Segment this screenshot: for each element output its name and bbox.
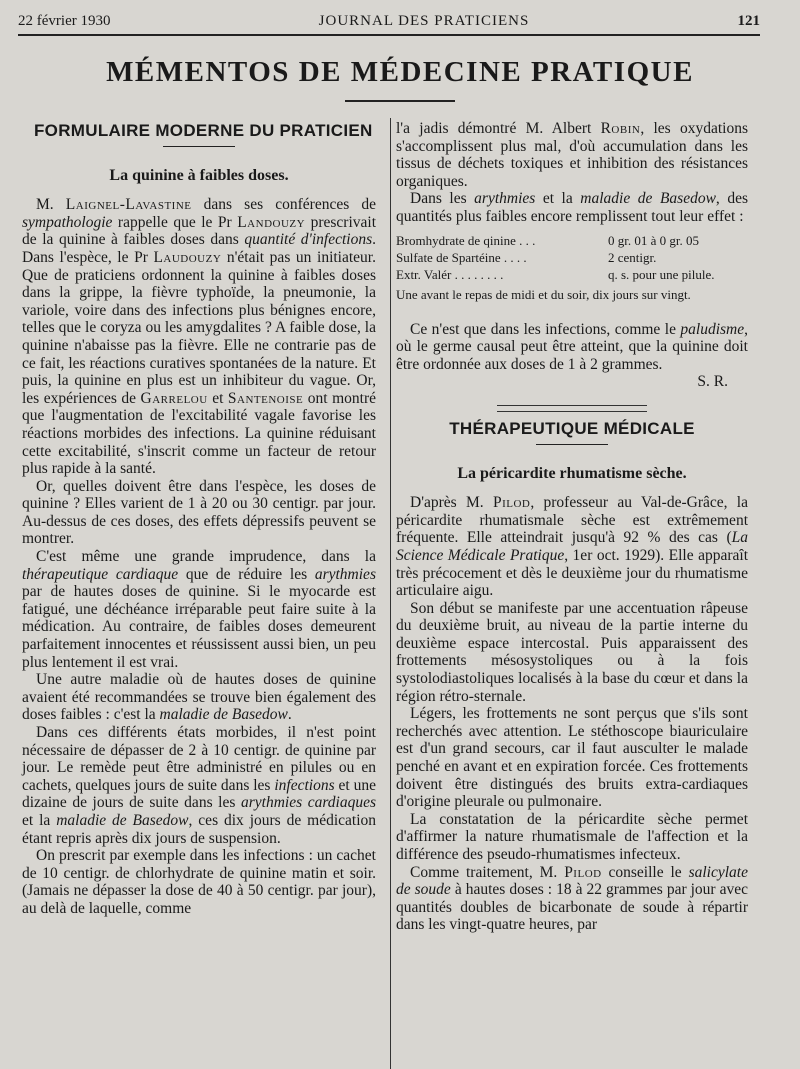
signature: S. R. (697, 373, 728, 391)
paragraph: M. Laignel-Lavastine dans ses conférences de sympathologie rappelle que le Pr Landouzy prescrivait de la quinine à faibles doses dans quantité d'infections. Dans l'espèce, le Pr Laudouzy n'était pas un initiateur. Que de praticiens ordonnent la quinine à faibles doses dans la grippe, la fièvre typhoïde, la pneumonie, la variole, voire dans des infections plus bénignes encore, telles que le coryza ou les amygdalites ? A faible dose, la quinine n'abaisse pas la fièvre. Elle ne contrarie pas de ce fait, les réactions curatives spontanées de la nature. Et puis, la quinine en plus est un inhibiteur du vague. Or, les expériences de Garrelou et Santenoise ont montré que l'augmentation de l'excitabilité vagale favorise les réactions morbides des infections. La quinine réduisant cette excitabilité, s'inscrit comme un facteur de retour plus rapide à la santé. (22, 196, 376, 478)
paragraph: Ce n'est que dans les infections, comme le paludisme, où le germe causal peut être atteint, que la quinine doit être ordonnée aux doses de 1 à 2 grammes. (396, 320, 748, 373)
right-column (396, 120, 748, 934)
paragraph: Or, quelles doivent être dans l'espèce, les doses de quinine ? Elles varient de 1 à 20 ou 30 centigr. par jour. Au-dessus de ces doses, des effets dépressifs peuvent se montrer. (22, 477, 376, 548)
formula-row (396, 249, 748, 266)
italic-text: arythmies (314, 565, 376, 583)
formula-dose: 0 gr. 01 à 0 gr. 05 (608, 232, 699, 248)
paragraph: Dans ces différents états morbides, il n'est point nécessaire de dépasser de 2 à 10 centigr. de quinine par jour. Le remède peut être administré en pilules ou en cachets, quelques jours de suite dans les infections et une dizaine de jours de suite dans les arythmies cardiaques et la maladie de Basedow, ces dix jours de médication étant repris après dix jours de suspension. (22, 724, 377, 847)
author-name: Laignel-Lavastine (65, 196, 192, 214)
paragraph: Légers, les frottements ne sont perçus que s'ils sont recherchés avec attention. Le stéthoscope biauriculaire est d'un grand secours, car il faut ausculter le malade penché en avant et en expiration forcée. Ces frottements doivent être distingués des bruits extra-cardiaques d'origine pleurale ou pulmonaire. (396, 705, 748, 811)
italic-text: maladie de Basedow (159, 706, 288, 724)
section-underline (536, 444, 608, 445)
header-rule (18, 34, 760, 36)
italic-text: maladie de Basedow (56, 811, 189, 829)
section-heading-therapeutique: THÉRAPEUTIQUE MÉDICALE (449, 418, 695, 438)
formula-drug: Extr. Valér . . . . . . . . (396, 266, 504, 282)
paragraph: Son début se manifeste par une accentuation râpeuse du deuxième bruit, au niveau de la partie interne du deuxième espace intercostal. Puis apparaissent des frottements mésosystoliques ou à la fois systolodiastoliques localisés à la base du cœur et dans la région rétro-sternale. (396, 599, 748, 705)
page-title: MÉMENTOS DE MÉDECINE PRATIQUE (106, 56, 694, 88)
author-name: Pilod (564, 863, 602, 881)
section-heading-formulaire: FORMULAIRE MODERNE DU PRATICIEN (34, 121, 373, 140)
author-name: Laudouzy (153, 248, 222, 266)
journal-name: JOURNAL DES PRATICIENS (318, 12, 530, 29)
italic-text: maladie de Basedow (580, 190, 716, 208)
paragraph: Comme traitement, M. Pilod conseille le salicylate de soude à hautes doses : 18 à 22 grammes par jour avec quantités doubles de bicarbonate de soude à répartir dans les vingt-quatre heures, par (396, 863, 748, 934)
author-name: Garrelou (140, 389, 208, 407)
author-name: Landouzy (237, 213, 306, 231)
formula-drug: Sulfate de Spartéine . . . . (396, 249, 527, 265)
formula-row (396, 232, 748, 249)
italic-text: sympathologie (22, 213, 113, 231)
column-divider (390, 118, 391, 1069)
running-head (18, 10, 760, 32)
formula-row (396, 266, 748, 283)
italic-text: La Science Médicale Pratique (396, 529, 748, 564)
formula-drug: Bromhydrate de qinine . . . (396, 232, 536, 248)
left-column (22, 120, 376, 918)
paragraph: La constatation de la péricardite sèche permet d'affirmer la nature rhumatismale de l'affection et la différence des pseudo-rhumatismes infecteux. (396, 810, 748, 863)
formula-dose: 2 centigr. (608, 249, 657, 265)
paragraph: Une autre maladie où de hautes doses de quinine avaient été recommandées se trouve bien également des doses faibles : c'est la maladie de Basedow. (22, 671, 376, 724)
italic-text: quantité d'infections (244, 231, 373, 249)
paragraph: l'a jadis démontré M. Albert Robin, les oxydations s'accomplissent plus mal, d'où accumulation dans les tissus de déchets toxiques et inhibition des résistances organiques. (396, 120, 749, 190)
italic-text: arythmies cardiaques (240, 794, 376, 812)
page-number: 121 (737, 12, 760, 29)
issue-date: 22 février 1930 (18, 12, 111, 29)
prescription-formula (396, 232, 748, 283)
paragraph: Dans les arythmies et la maladie de Basedow, des quantités plus faibles encore remplissent tout leur effet : (396, 190, 748, 225)
paragraph: D'après M. Pilod, professeur au Val-de-Grâce, la péricardite rhumatismale sèche est extrêmement fréquente. Elle atteindrait jusqu'à 92 % des cas (La Science Médicale Pratique, 1er oct. 1929). Elle apparaît très précocement et dès le deuxième jour du rhumatisme articulaire aigu. (396, 494, 749, 600)
italic-text: salicylate de soude (396, 863, 748, 899)
italic-text: thérapeutique cardiaque (22, 565, 179, 583)
author-name: Santenoise (227, 389, 304, 407)
formula-note: Une avant le repas de midi et du soir, dix jours sur vingt. (396, 286, 691, 302)
author-name: Robin (600, 120, 641, 137)
paragraph: On prescrit par exemple dans les infections : un cachet de 10 centigr. de chlorhydrate de quinine matin et soir. (Jamais ne dépasser la dose de 40 à 50 centigr. par jour), au delà de laquelle, comme (22, 847, 376, 917)
author-name: Pilod (492, 494, 531, 512)
title-underline (345, 100, 455, 102)
paragraph: C'est même une grande imprudence, dans la thérapeutique cardiaque que de réduire les arythmies par de hautes doses de quinine. Si le myocarde est fatigué, une déchéance irréparable peut faire suite à la médication. Au contraire, de faibles doses demeurent parfaitement innocentes et réussissent aussi bien, un peu plus lentement il est vrai. (22, 548, 376, 671)
italic-text: arythmies (474, 190, 536, 208)
formula-dose: q. s. pour une pilule. (608, 266, 715, 282)
italic-text: paludisme (680, 320, 745, 338)
section-underline (163, 146, 235, 147)
italic-text: infections (274, 776, 335, 794)
article-title-pericardite: La péricardite rhumatisme sèche. (457, 464, 687, 482)
section-divider (497, 405, 647, 412)
article-title-quinine: La quinine à faibles doses. (109, 166, 289, 184)
